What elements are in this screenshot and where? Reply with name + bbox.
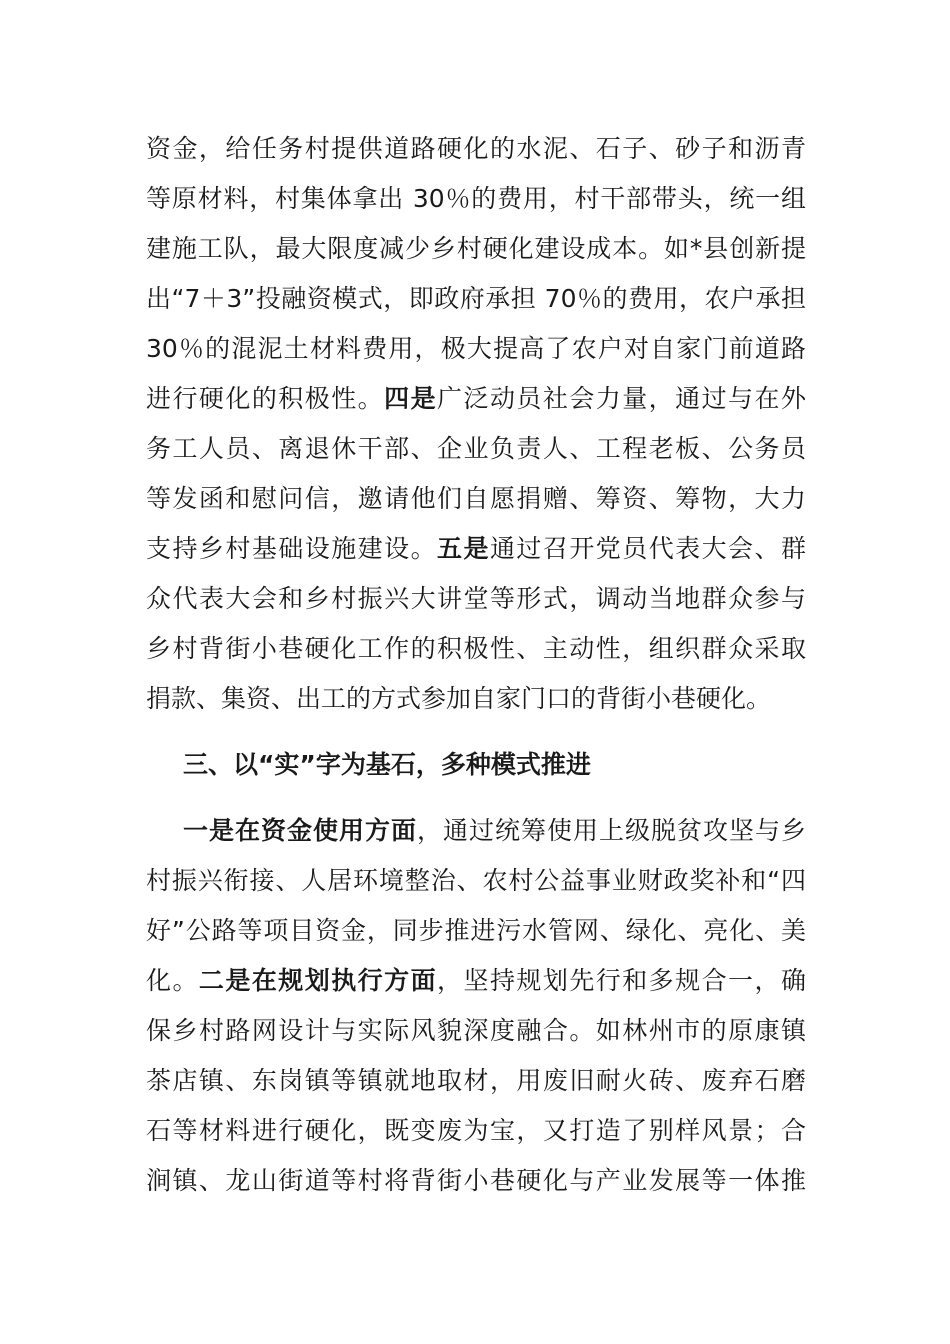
text-segment: 支持乡村基础设施建设。 <box>146 534 438 563</box>
text-line <box>146 374 806 424</box>
text-line: 资金，给任务村提供道路硬化的水泥、石子、砂子和沥青 <box>146 134 806 163</box>
text-segment: ，坚持规划先行和多规合一，确 <box>437 966 806 995</box>
text-line: 众代表大会和乡村振兴大讲堂等形式，调动当地群众参与 <box>146 584 806 613</box>
text-segment: 广泛动员社会力量，通过与在外 <box>437 384 806 413</box>
text-line <box>146 956 806 1006</box>
text-line: 出“7＋3”投融资模式，即政府承担 70％的费用，农户承担 <box>146 284 806 313</box>
paragraph-implementation-modes <box>146 806 806 1206</box>
text-line: 30％的混泥土材料费用，极大提高了农户对自家门前道路 <box>146 334 806 363</box>
text-segment: ，通过统筹使用上级脱贫攻坚与乡 <box>417 816 806 845</box>
point-marker-one: 一是在资金使用方面 <box>183 816 417 845</box>
text-line <box>146 806 806 856</box>
text-line: 涧镇、龙山街道等村将背街小巷硬化与产业发展等一体推 <box>146 1166 806 1195</box>
text-line: 等原材料，村集体拿出 30％的费用，村干部带头，统一组 <box>146 184 806 213</box>
text-line: 保乡村路网设计与实际风貌深度融合。如林州市的原康镇 <box>146 1016 806 1045</box>
text-segment: 进行硬化的积极性。 <box>146 384 385 413</box>
text-line <box>146 524 806 574</box>
point-marker-four: 四是 <box>384 384 438 413</box>
section-heading: 三、以“实”字为基石，多种模式推进 <box>183 750 591 779</box>
paragraph-funding-sources <box>146 124 806 724</box>
text-line: 茶店镇、东岗镇等镇就地取材，用废旧耐火砖、废弃石磨 <box>146 1066 806 1095</box>
spacer <box>146 790 806 806</box>
text-line: 务工人员、离退休干部、企业负责人、工程老板、公务员 <box>146 434 806 463</box>
text-line: 村振兴衔接、人居环境整治、农村公益事业财政奖补和“四 <box>146 866 806 895</box>
text-line: 建施工队，最大限度减少乡村硬化建设成本。如*县创新提 <box>146 234 806 263</box>
text-segment: 化。 <box>146 966 199 995</box>
text-segment: 通过召开党员代表大会、群 <box>489 534 806 563</box>
text-line: 捐款、集资、出工的方式参加自家门口的背街小巷硬化。 <box>146 684 772 713</box>
point-marker-five: 五是 <box>437 534 490 563</box>
document-body <box>146 124 806 1206</box>
spacer <box>146 724 806 740</box>
text-line: 石等材料进行硬化，既变废为宝，又打造了别样风景；合 <box>146 1116 806 1145</box>
point-marker-two: 二是在规划执行方面 <box>198 966 438 995</box>
text-line: 好”公路等项目资金，同步推进污水管网、绿化、亮化、美 <box>146 916 806 945</box>
text-line: 等发函和慰问信，邀请他们自愿捐赠、筹资、筹物，大力 <box>146 484 806 513</box>
text-line: 乡村背街小巷硬化工作的积极性、主动性，组织群众采取 <box>146 634 806 663</box>
